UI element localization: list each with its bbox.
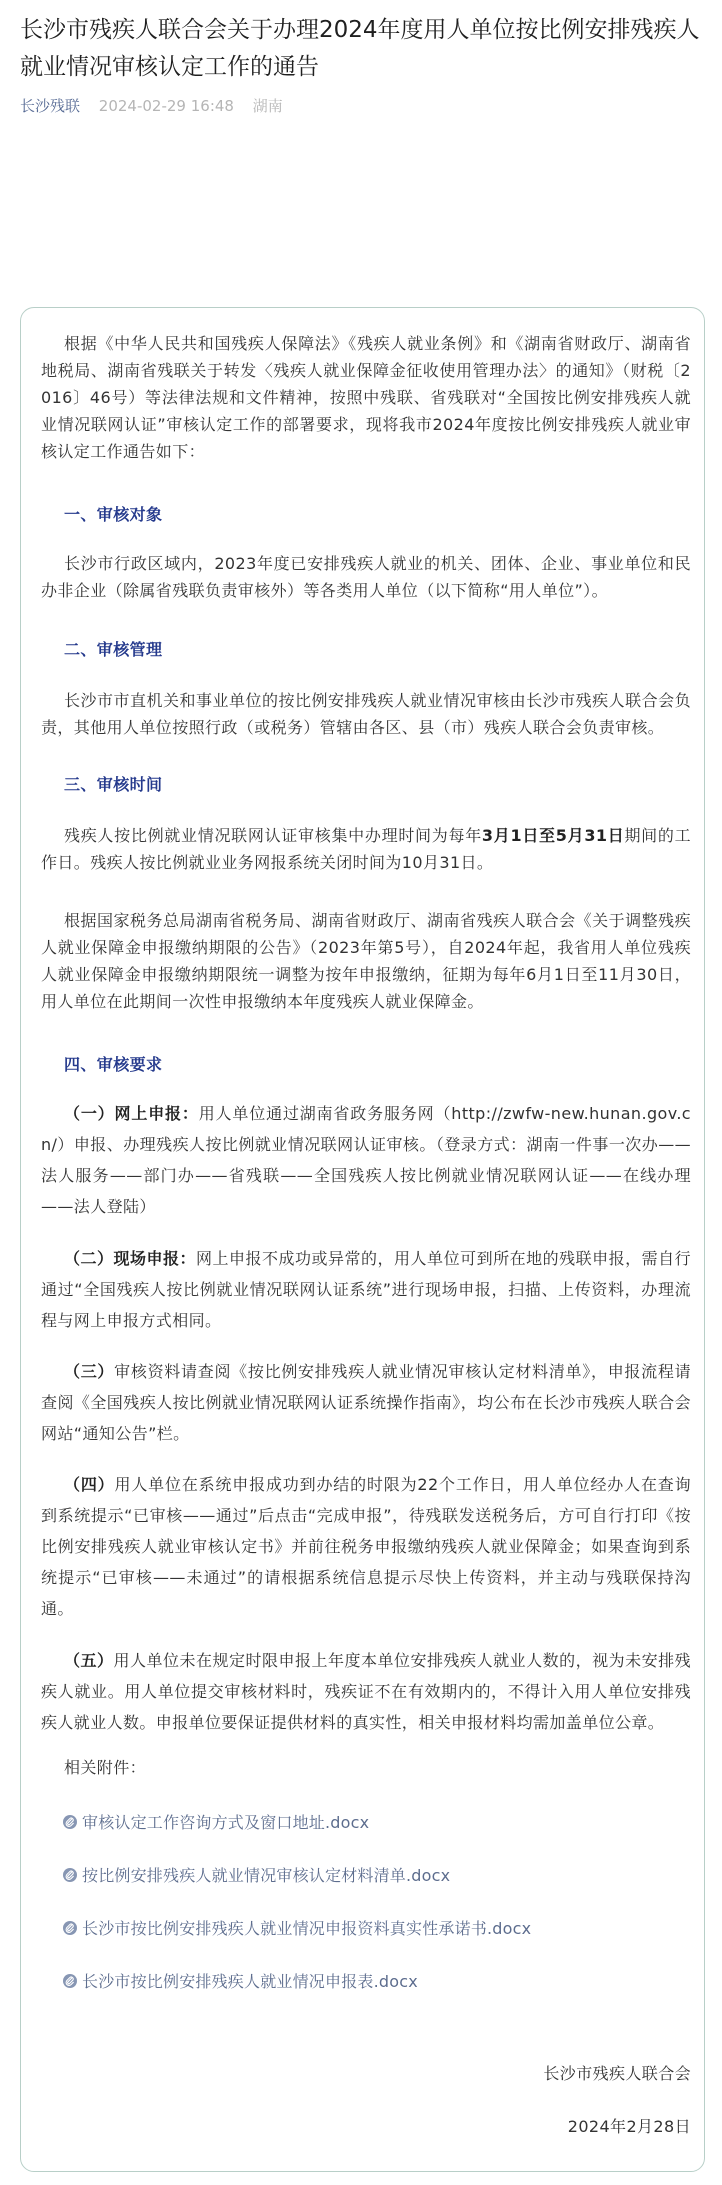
review-target-paragraph: 长沙市行政区域内，2023年度已安排残疾人就业的机关、团体、企业、事业单位和民办非企业（除属省残联负责审核外）等各类用人单位（以下简称“用人单位”）。: [41, 554, 691, 600]
attachment-link[interactable]: [41, 1861, 691, 1888]
review-time-paragraph: [41, 822, 691, 876]
requirement-item-text: 审核资料请查阅《按比例安排残疾人就业情况审核认定材料清单》，申报流程请查阅《全国残疾人按比例就业情况联网认证系统操作指南》，均公布在长沙市残疾人联合会网站“通知公告”栏。: [41, 1362, 691, 1443]
publish-location: 湖南: [252, 97, 283, 115]
review-time-text-after: 期间的工作日。残疾人按比例就业业务网报系统关闭时间为10月31日。: [41, 826, 691, 872]
review-time-period-bold: 3月1日至5月31日: [481, 826, 625, 845]
attachment-filename: 按比例安排残疾人就业情况审核认定材料清单.docx: [82, 1866, 451, 1885]
requirement-item-lead: （二）现场申报：: [64, 1249, 197, 1268]
requirement-item-onsite: [41, 1243, 691, 1336]
section-heading-review-target: 一、审核对象: [64, 505, 163, 524]
attachment-filename: 长沙市按比例安排残疾人就业情况申报资料真实性承诺书.docx: [82, 1919, 532, 1938]
review-management-paragraph: 长沙市市直机关和事业单位的按比例安排残疾人就业情况审核由长沙市残疾人联合会负责，其他用人单位按照行政（或税务）管辖由各区、县（市）残疾人联合会负责审核。: [41, 691, 691, 737]
section-heading-review-time: 三、审核时间: [64, 775, 163, 794]
section-heading-review-requirements: 四、审核要求: [64, 1055, 163, 1074]
section-heading-review-management: 二、审核管理: [64, 640, 163, 659]
requirement-item-time-limit: [41, 1469, 691, 1624]
requirement-item-deadline: [41, 1645, 691, 1738]
requirement-item-online: [41, 1098, 691, 1222]
intro-paragraph: 根据《中华人民共和国残疾人保障法》《残疾人就业条例》和《湖南省财政厅、湖南省地税局、湖南省残联关于转发〈残疾人就业保障金征收使用管理办法〉的通知》（财税〔2016〕46号）等法律法规和文件精神，按照中残联、省残联对“全国按比例安排残疾人就业情况联网认证”审核认定工作的部署要求，现将我市2024年度按比例安排残疾人就业审核认定工作通告如下：: [41, 334, 691, 461]
requirement-item-lead: （三）: [64, 1362, 115, 1381]
account-name-link[interactable]: 长沙残联: [20, 97, 81, 115]
requirement-item-text: 用人单位通过湖南省政务服务网（http://zwfw-new.hunan.gov.cn/）申报、办理残疾人按比例就业情况联网认证审核。（登录方式：湖南一件事一次办——法人服务——部门办——省残联——全国残疾人按比例就业情况联网认证——在线办理——法人登陆）: [41, 1104, 691, 1216]
publish-time: 2024-02-29 16:48: [98, 97, 234, 115]
paperclip-icon: [63, 1921, 77, 1935]
payment-period-paragraph: 根据国家税务总局湖南省税务局、湖南省财政厅、湖南省残疾人联合会《关于调整残疾人就业保障金申报缴纳期限的公告》（2023年第5号），自2024年起，我省用人单位残疾人就业保障金申报缴纳期限统一调整为按年申报缴纳，征期为每年6月1日至11月30日，用人单位在此期间一次性申报缴纳本年度残疾人就业保障金。: [41, 911, 691, 1011]
paperclip-icon: [63, 1815, 77, 1829]
paperclip-icon: [63, 1974, 77, 1988]
requirement-item-materials: [41, 1356, 691, 1449]
paperclip-icon: [63, 1868, 77, 1882]
requirement-item-lead: （一）网上申报：: [64, 1104, 199, 1123]
article-title: 长沙市残疾人联合会关于办理2024年度用人单位按比例安排残疾人就业情况审核认定工作的通告: [20, 17, 700, 80]
signature-date: 2024年2月28日: [567, 2117, 691, 2136]
attachment-filename: 审核认定工作咨询方式及窗口地址.docx: [82, 1813, 370, 1832]
review-time-text-before: 残疾人按比例就业情况联网认证审核集中办理时间为每年: [64, 826, 482, 845]
requirement-item-lead: （五）: [64, 1651, 114, 1670]
article-content-box: [20, 307, 705, 2172]
requirement-item-text: 网上申报不成功或异常的，用人单位可到所在地的残联申报，需自行通过“全国残疾人按比例就业情况联网认证系统”进行现场申报，扫描、上传资料，办理流程与网上申报方式相同。: [41, 1249, 691, 1330]
attachment-link[interactable]: [41, 1967, 691, 1994]
attachment-link[interactable]: [41, 1808, 691, 1835]
article-meta: [20, 96, 283, 116]
attachment-filename: 长沙市按比例安排残疾人就业情况申报表.docx: [82, 1972, 418, 1991]
requirement-item-text: 用人单位未在规定时限申报上年度本单位安排残疾人就业人数的，视为未安排残疾人就业。用人单位提交审核材料时，残疾证不在有效期内的，不得计入用人单位安排残疾人就业人数。申报单位要保证提供材料的真实性，相关申报材料均需加盖单位公章。: [41, 1651, 691, 1732]
attachments-label: 相关附件：: [64, 1758, 147, 1777]
attachment-link[interactable]: [41, 1914, 691, 1941]
requirement-item-text: 用人单位在系统申报成功到办结的时限为22个工作日，用人单位经办人在查询到系统提示“已审核——通过”后点击“完成申报”，待残联发送税务后，方可自行打印《按比例安排残疾人就业审核认定书》并前往税务申报缴纳残疾人就业保障金；如果查询到系统提示“已审核——未通过”的请根据系统信息提示尽快上传资料，并主动与残联保持沟通。: [41, 1475, 691, 1618]
requirement-item-lead: （四）: [64, 1475, 115, 1494]
signature-organization: 长沙市残疾人联合会: [543, 2064, 691, 2083]
